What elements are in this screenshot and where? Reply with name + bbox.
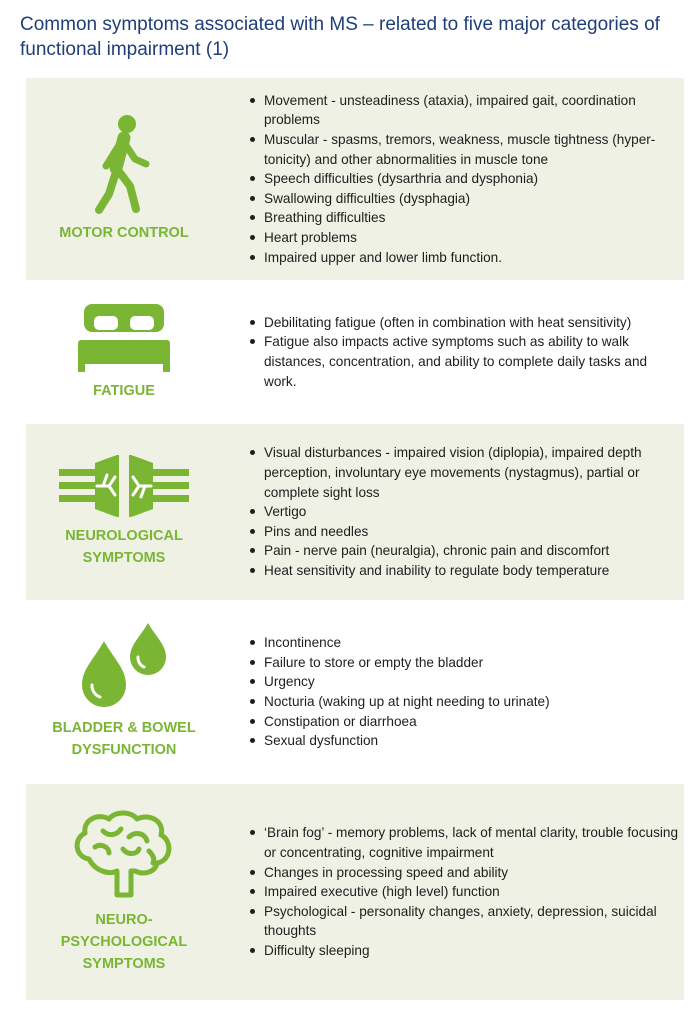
symptom-list [222,91,684,267]
category-label: NEUROLOGICAL SYMPTOMS [65,528,183,566]
list-item: Fatigue also impacts active symptoms such as ability to walk distances, concentration, and ability to complete daily tasks and work. [248,332,678,391]
list-item: Speech difficulties (dysarthria and dysphonia) [248,169,678,189]
list-item: Impaired upper and lower limb function. [248,248,678,268]
category-label: FATIGUE [93,383,155,399]
category-label: BLADDER & BOWEL DYSFUNCTION [52,720,196,758]
list-item: Heat sensitivity and inability to regulate body temperature [248,561,678,581]
list-item: Breathing difficulties [248,208,678,228]
symptom-list [222,633,556,751]
list-item: Debilitating fatigue (often in combination with heat sensitivity) [248,313,678,333]
brain-icon [69,809,179,901]
list-item: Sexual dysfunction [248,731,550,751]
list-item: Difficulty sleeping [248,941,678,961]
category-label: NEURO- PSYCHOLOGICAL SYMPTOMS [60,912,188,972]
list-item: Vertigo [248,502,678,522]
list-item: Impaired executive (high level) function [248,882,678,902]
category-label: MOTOR CONTROL [59,225,189,241]
list-item: Movement - unsteadiness (ataxia), impaired gait, coordination problems [248,91,678,130]
list-item: Urgency [248,672,550,692]
list-item: Changes in processing speed and ability [248,863,678,883]
list-item: Pain - nerve pain (neuralgia), chronic pain and discomfort [248,541,678,561]
list-item: ‘Brain fog’ - memory problems, lack of mental clarity, trouble focusing or concentrating, cognitive impairment [248,823,678,862]
list-item: Heart problems [248,228,678,248]
category-panel [26,784,222,1000]
page-title: Common symptoms associated with MS – related to five major categories of functional impairment (1) [20,14,660,60]
list-item: Visual disturbances - impaired vision (diplopia), impaired depth perception, involuntary eye movements (nystagmus), partial or complete sight loss [248,443,678,502]
category-panel [26,78,222,280]
symptom-list [222,313,684,391]
walking-person-icon [94,114,154,214]
list-item: Pins and needles [248,522,678,542]
section-neuropsychological [26,784,684,1000]
list-item: Nocturia (waking up at night needing to urinate) [248,692,550,712]
symptom-list [222,443,684,580]
list-item: Incontinence [248,633,550,653]
section-neurological [26,424,684,600]
list-item: Psychological - personality changes, anxiety, depression, suicidal thoughts [248,902,678,941]
symptom-list [222,823,684,960]
list-item: Swallowing difficulties (dysphagia) [248,189,678,209]
nerve-connection-icon [59,455,189,517]
category-panel [26,424,222,600]
list-item: Constipation or diarrhoea [248,712,550,732]
section-fatigue [26,288,684,416]
water-drops-icon [74,623,174,709]
list-item: Failure to store or empty the bladder [248,653,550,673]
list-item: Muscular - spasms, tremors, weakness, muscle tightness (hyper-tonicity) and other abnormalities in muscle tone [248,130,678,169]
category-panel [26,288,222,416]
bed-icon [78,302,170,372]
section-motor-control [26,78,684,280]
category-panel [26,608,222,776]
section-bladder-bowel [26,608,684,776]
